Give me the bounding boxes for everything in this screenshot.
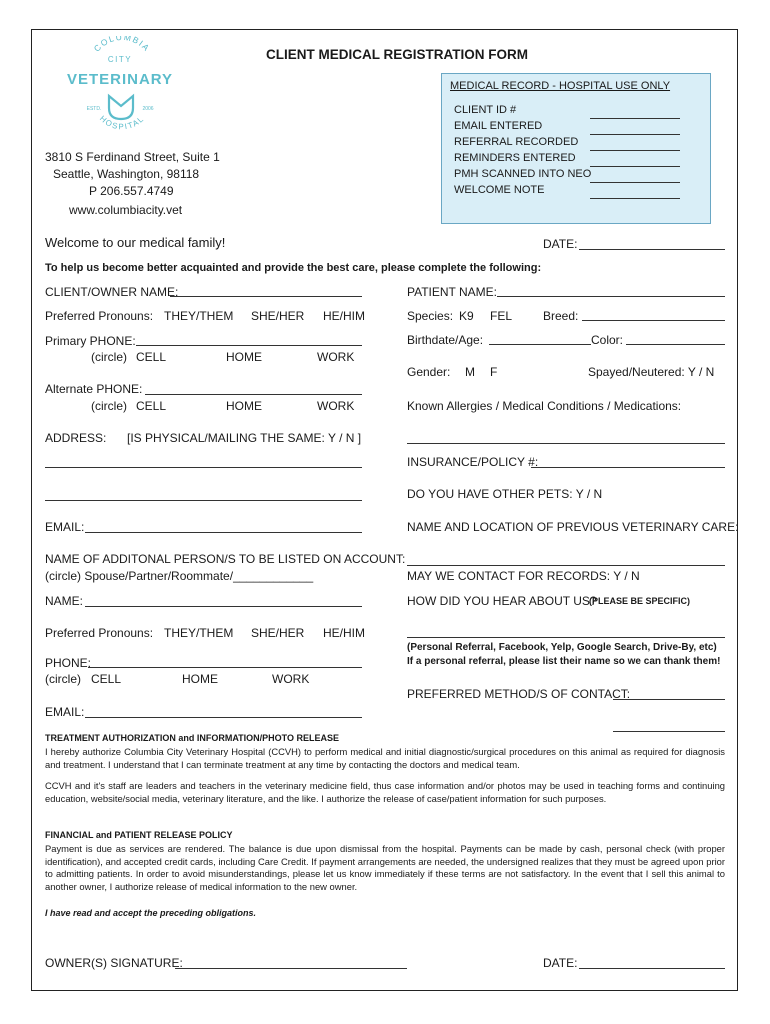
gender-f-option[interactable]: F (490, 365, 498, 379)
additional-person-label: NAME OF ADDITONAL PERSON/S TO BE LISTED ON ACCOUNT: (45, 552, 406, 566)
alternate-phone-label: Alternate PHONE: (45, 382, 143, 396)
hospital-use-item: CLIENT ID # (454, 104, 517, 116)
address-label: ADDRESS: (45, 431, 107, 445)
alternate-phone-field[interactable] (145, 394, 362, 395)
may-contact-question[interactable]: MAY WE CONTACT FOR RECORDS: Y / N (407, 569, 640, 583)
treatment-title: TREATMENT AUTHORIZATION and INFORMATION/PHOTO RELEASE (45, 733, 339, 743)
welcome-text: Welcome to our medical family! (45, 235, 226, 250)
accept-statement: I have read and accept the preceding obligations. (45, 908, 257, 918)
address-same-question[interactable]: [IS PHYSICAL/MAILING THE SAME: Y / N ] (127, 431, 362, 445)
contact-method-field[interactable] (613, 699, 725, 700)
pronoun-they-option[interactable]: THEY/THEM (164, 309, 234, 323)
contact-method-field-2[interactable] (613, 731, 725, 732)
additional-phone-cell-option[interactable]: CELL (91, 672, 122, 686)
additional-phone-field[interactable] (88, 667, 362, 668)
birthdate-field[interactable] (489, 344, 591, 345)
additional-name-field[interactable] (85, 606, 362, 607)
hospital-use-item: WELCOME NOTE (454, 184, 545, 196)
logo-year: 2006 (142, 106, 154, 112)
contact-method-label: PREFERRED METHOD/S OF CONTACT: (407, 687, 631, 701)
patient-name-label: PATIENT NAME: (407, 285, 498, 299)
owner-name-field[interactable] (170, 296, 362, 297)
pronoun-she-option[interactable]: SHE/HER (251, 309, 305, 323)
species-k9-option[interactable]: K9 (459, 309, 474, 323)
previous-care-field[interactable] (407, 565, 725, 566)
gender-m-option[interactable]: M (465, 365, 475, 379)
hospital-use-field[interactable] (590, 182, 680, 183)
signature-date-field[interactable] (579, 968, 725, 969)
logo-name: VETERINARY (66, 71, 174, 88)
alternate-phone-work-option[interactable]: WORK (317, 399, 355, 413)
address-phone: P 206.557.4749 (89, 184, 174, 198)
species-fel-option[interactable]: FEL (490, 309, 513, 323)
svg-text:HOSPITAL (98, 114, 146, 131)
pronoun-he-option[interactable]: HE/HIM (323, 309, 365, 323)
additional-phone-circle-label: (circle) (45, 672, 81, 686)
referral-examples: (Personal Referral, Facebook, Yelp, Google Search, Drive-By, etc) (407, 642, 717, 653)
breed-field[interactable] (582, 320, 725, 321)
additional-phone-home-option[interactable]: HOME (182, 672, 218, 686)
signature-label: OWNER(S) SIGNATURE: (45, 956, 183, 970)
primary-phone-label: Primary PHONE: (45, 334, 136, 348)
address-line-2[interactable] (45, 500, 362, 501)
hospital-use-item: EMAIL ENTERED (454, 120, 543, 132)
logo-estd: ESTD. (86, 106, 102, 112)
address-web[interactable]: www.columbiacity.vet (69, 203, 183, 217)
alternate-phone-circle-label: (circle) (91, 399, 127, 413)
logo-graphic (52, 36, 192, 146)
primary-phone-cell-option[interactable]: CELL (136, 350, 167, 364)
logo-arc-top: COLUMBIA (91, 36, 153, 54)
insurance-field[interactable] (531, 467, 725, 468)
relation-options[interactable]: (circle) Spouse/Partner/Roommate/____________ (45, 569, 314, 583)
svg-text:COLUMBIA (92, 36, 153, 54)
additional-email-field[interactable] (85, 717, 362, 718)
hospital-use-field[interactable] (590, 134, 680, 135)
hospital-logo (52, 36, 192, 146)
additional-pronoun-he-option[interactable]: HE/HIM (323, 626, 365, 640)
hospital-use-item: REFERRAL RECORDED (454, 136, 579, 148)
financial-paragraph: Payment is due as services are rendered. The balance is due upon dismissal from the hospital. Payments can be made by cash, personal check (with proper identification), and accepted credit cards, including Care Credit. If payment arrangements are needed, the undersigned realizes that they must be agreed upon prior to admitting patients. In order to avoid misunderstandings, please let us know immediately if these terms are not satisfactory. In the event that I sell this animal to another owner, I authorize release of medical information to the new owner. (45, 843, 725, 892)
owner-name-label: CLIENT/OWNER NAME: (45, 285, 179, 299)
insurance-label: INSURANCE/POLICY #: (407, 455, 539, 469)
species-label: Species: (407, 309, 454, 323)
treatment-paragraph-2: CCVH and it's staff are leaders and teachers in the veterinary medicine field, thus case information and/or photos may be used in teaching forms and continuing education, website/social media, veterinary literature, and the like. I authorize the release of case/patient information for such purposes. (45, 780, 725, 804)
email-label: EMAIL: (45, 520, 85, 534)
email-field[interactable] (85, 532, 362, 533)
address-line-1[interactable] (45, 467, 362, 468)
hospital-use-field[interactable] (590, 150, 680, 151)
date-label: DATE: (543, 237, 578, 251)
additional-phone-label: PHONE: (45, 656, 92, 670)
other-pets-question[interactable]: DO YOU HAVE OTHER PETS: Y / N (407, 487, 603, 501)
additional-pronouns-label: Preferred Pronouns: (45, 626, 154, 640)
pronouns-label: Preferred Pronouns: (45, 309, 154, 323)
alternate-phone-home-option[interactable]: HOME (226, 399, 262, 413)
address-street: 3810 S Ferdinand Street, Suite 1 (45, 150, 220, 164)
referral-note: If a personal referral, please list their name so we can thank them! (407, 656, 721, 667)
hear-about-field[interactable] (407, 637, 725, 638)
hospital-use-box (441, 73, 711, 224)
financial-title: FINANCIAL and PATIENT RELEASE POLICY (45, 830, 233, 840)
additional-email-label: EMAIL: (45, 705, 85, 719)
spayed-question[interactable]: Spayed/Neutered: Y / N (588, 365, 715, 379)
alternate-phone-cell-option[interactable]: CELL (136, 399, 167, 413)
cat-head-icon (109, 96, 133, 119)
hear-about-label: HOW DID YOU HEAR ABOUT US? (407, 594, 597, 608)
additional-phone-work-option[interactable]: WORK (272, 672, 310, 686)
be-specific-note: (PLEASE BE SPECIFIC) (589, 596, 691, 606)
hospital-use-field[interactable] (590, 198, 680, 199)
gender-label: Gender: (407, 365, 451, 379)
additional-name-label: NAME: (45, 594, 84, 608)
primary-phone-home-option[interactable]: HOME (226, 350, 262, 364)
color-field[interactable] (626, 344, 725, 345)
allergies-label: Known Allergies / Medical Conditions / Medications: (407, 399, 682, 413)
logo-city: CITY (107, 55, 133, 64)
address-city: Seattle, Washington, 98118 (53, 167, 200, 181)
date-field[interactable] (579, 249, 725, 250)
patient-name-field[interactable] (497, 296, 725, 297)
form-page (31, 29, 738, 991)
signature-field[interactable] (175, 968, 407, 969)
color-label: Color: (591, 333, 624, 347)
breed-label: Breed: (543, 309, 579, 323)
logo-arc-bottom: HOSPITAL (97, 113, 147, 132)
primary-phone-work-option[interactable]: WORK (317, 350, 355, 364)
hospital-use-field[interactable] (590, 166, 680, 167)
previous-care-label: NAME AND LOCATION OF PREVIOUS VETERINARY CARE: (407, 520, 739, 534)
form-title: CLIENT MEDICAL REGISTRATION FORM (266, 47, 528, 62)
primary-phone-circle-label: (circle) (91, 350, 127, 364)
additional-pronoun-they-option[interactable]: THEY/THEM (164, 626, 234, 640)
hospital-use-field[interactable] (590, 118, 680, 119)
allergies-field[interactable] (407, 443, 725, 444)
hospital-use-title: MEDICAL RECORD - HOSPITAL USE ONLY (450, 80, 671, 92)
treatment-paragraph-1: I hereby authorize Columbia City Veterinary Hospital (CCVH) to perform medical and initial diagnostic/surgical procedures on this animal as required for diagnosis and treatment. I understand that I can terminate treatment at any time by contacting the doctors and medical team. (45, 746, 725, 770)
primary-phone-field[interactable] (136, 345, 362, 346)
signature-date-label: DATE: (543, 956, 578, 970)
hospital-use-item: PMH SCANNED INTO NEO (454, 168, 592, 180)
additional-pronoun-she-option[interactable]: SHE/HER (251, 626, 305, 640)
birthdate-label: Birthdate/Age: (407, 333, 484, 347)
intro-text: To help us become better acquainted and provide the best care, please complete the following: (45, 262, 542, 274)
hospital-use-item: REMINDERS ENTERED (454, 152, 576, 164)
